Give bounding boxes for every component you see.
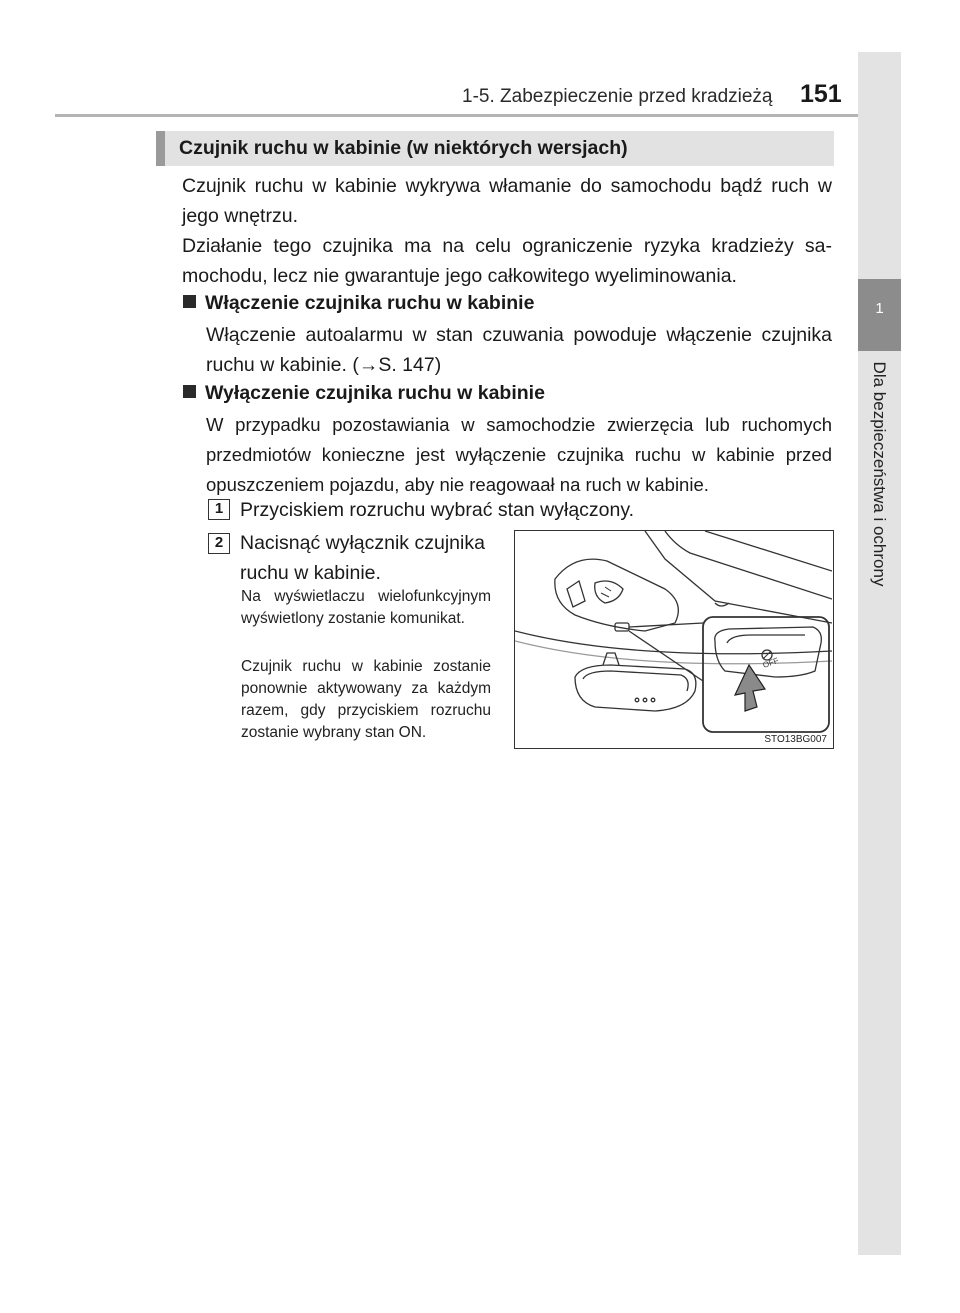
chapter-header: 1-5. Zabezpieczenie przed kradzieżą [462,86,773,107]
section-title: Czujnik ruchu w kabinie (w niektórych wersjach) [179,137,628,159]
step-text: Przyciskiem rozruchu wybrać stan wyłączony. [240,499,635,521]
header-divider [55,114,901,117]
step-number-badge: 2 [208,533,230,554]
intro-paragraph: Czujnik ruchu w kabinie wykrywa włamanie do samochodu bądź ruch w jego wnętrzu. [182,175,832,227]
step-note: Czujnik ruchu w kabinie zostanie ponownie aktywowany za każdym razem, gdy przyciskiem rozruchu zostanie wybrany stan ON. [241,658,491,741]
subsection-heading-text: Wyłączenie czujnika ruchu w kabinie [205,382,545,404]
chapter-number-tab [858,279,901,351]
chapter-number: 1 [875,300,884,317]
overhead-console-drawing [515,531,832,747]
off-label: OFF [761,655,780,670]
cabin-sensor-illustration [514,530,834,749]
chapter-side-tab [858,52,901,1255]
intro-paragraph: Działanie tego czujnika ma na celu ograniczenie ryzyka kradzieży samochodu, lecz nie gwarantuje jego całkowitego wyeliminowania. [182,235,832,287]
chapter-name: Dla bezpieczeństwa i ochrony [870,361,889,587]
square-bullet-icon [183,385,196,398]
subsection-heading [183,292,534,315]
subsection-text: Włączenie autoalarmu w stan czuwania powoduje włączenie czujnika ruchu w kabinie. (→S. 147) [206,324,832,376]
square-bullet-icon [183,295,196,308]
illustration-code: STO13BG007 [764,734,827,745]
page-number: 151 [800,80,842,108]
step-note: Na wyświetlaczu wielofunkcyjnym wyświetlony zostanie komunikat. [241,588,491,627]
subsection-heading-text: Włączenie czujnika ruchu w kabinie [205,292,535,314]
step-number-badge: 1 [208,499,230,520]
subsection-text: W przypadku pozostawiania w samochodzie zwierzęcia lub ruchomych przedmiotów konieczne jest wyłączenie czujnika ruchu w kabinie przed opuszczeniem pojazdu, aby nie reagowaał na ruch w kabinie. [206,414,832,495]
step-text: Nacisnąć wyłącznik czujnika ruchu w kabinie. [240,532,485,584]
section-title-box [156,131,834,166]
subsection-heading [183,382,545,405]
